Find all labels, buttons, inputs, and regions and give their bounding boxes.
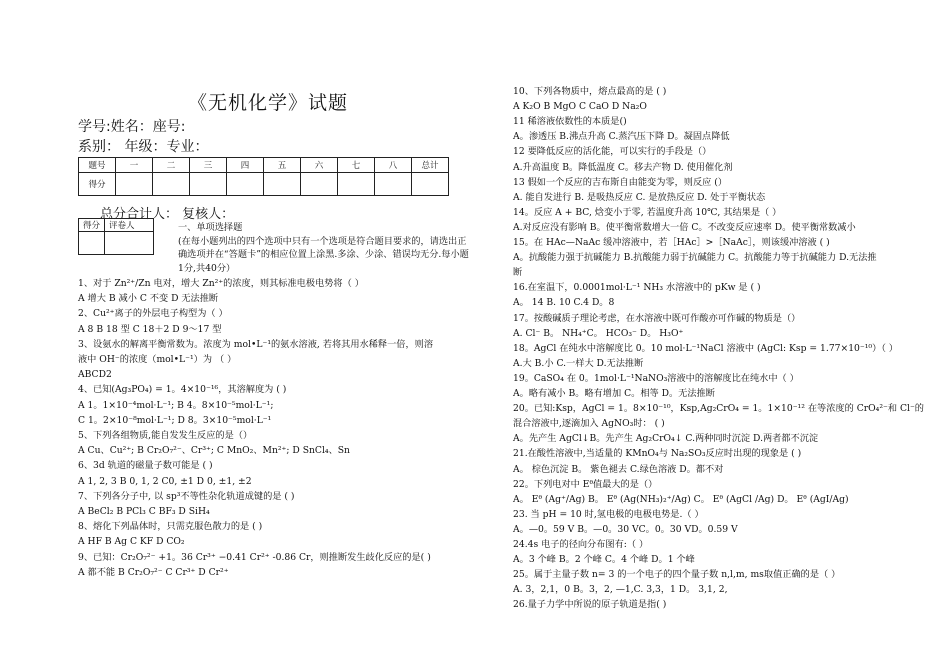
question-line: 25。属于主量子数 n= 3 的一个电子的四个量子数 n,l,m, ms取值正确的是（ ）: [513, 569, 841, 581]
question-line: A. Cl⁻ B。 NH₄⁺C。 HCO₃⁻ D。 H₃O⁺: [513, 327, 684, 339]
score-cell: [116, 173, 153, 196]
question-line: A Cu、Cu²⁺; B Cr₂O₇²⁻、Cr³⁺; C MnO₂、Mn²⁺; D SnCl₄、Sn: [78, 445, 350, 457]
question-line: 16.在室温下，0.0001mol·L⁻¹ NH₃ 水溶液中的 pKw 是 ( ): [513, 282, 761, 294]
question-line: 19。CaSO₄ 在 0。1mol·L⁻¹NaNO₃溶液中的溶解度比在纯水中（ ）: [513, 372, 799, 384]
score-cell: 四: [227, 158, 264, 173]
question-line: A 1, 2, 3 B 0, 1, 2 C0, ±1 D 0, ±1, ±2: [78, 475, 252, 487]
question-line: 17。按酸碱质子理论考虑，在水溶液中既可作酸亦可作碱的物质是（）: [513, 312, 801, 324]
score-cell: 八: [375, 158, 412, 173]
score-cell: [190, 173, 227, 196]
question-line: ABCD2: [78, 369, 112, 381]
question-line: A K₂O B MgO C CaO D Na₂O: [513, 101, 647, 113]
question-line: 26.量子力学中所说的原子轨道是指( ): [513, 599, 667, 611]
question-line: 18。AgCl 在纯水中溶解度比 0。10 mol·L⁻¹NaCl 溶液中 (AgCl: Ksp = 1.77×10⁻¹⁰）（ ）: [513, 342, 898, 354]
question-line: 6、3d 轨道的磁量子数可能是 ( ): [78, 460, 213, 472]
score-cell: 题号: [79, 158, 116, 173]
question-line: A。渗透压 B.沸点升高 C.蒸汽压下降 D。凝固点降低: [513, 131, 730, 143]
question-line: A。—0。59 V B。—0。30 VC。0。30 VD。0.59 V: [513, 523, 738, 535]
question-line: A。抗酸能力强于抗碱能力 B.抗酸能力弱于抗碱能力 C。抗酸能力等于抗碱能力 D.无法推: [513, 252, 877, 264]
question-line: 断: [513, 267, 523, 279]
question-line: 混合溶液中,逐滴加入 AgNO₃时： ( ): [513, 418, 665, 430]
score-cell: 七: [338, 158, 375, 173]
question-line: A。 Eᶿ (Ag⁺/Ag) B。 Eᶿ (Ag(NH₃)₂⁺/Ag) C。 Eᶿ (AgCl /Ag) D。 Eᶿ (AgI/Ag): [513, 493, 849, 505]
score-cell: 得分: [79, 173, 116, 196]
question-line: A.大 B.小 C.一样大 D.无法推断: [513, 357, 644, 369]
score-cell: 总计: [412, 158, 449, 173]
question-line: 7、下列各分子中, 以 sp³不等性杂化轨道成键的是 ( ): [78, 490, 295, 502]
score-cell: 二: [153, 158, 190, 173]
question-line: 11 稀溶液依数性的本质是(): [513, 116, 627, 128]
question-line: A BeCl₂ B PCl₃ C BF₃ D SiH₄: [78, 506, 210, 517]
student-info-line1: 学号:姓名：座号:: [78, 119, 186, 135]
score-cell: [227, 173, 264, 196]
question-line: A.升高温度 B。降低温度 C。移去产物 D. 使用催化剂: [513, 161, 733, 173]
question-line: 24.4s 电子的径向分布图有:（ ）: [513, 539, 649, 550]
question-line: 1、对于 Zn²⁺/Zn 电对，增大 Zn²⁺的浓度，则其标准电极电势将（ ）: [78, 278, 364, 289]
question-line: A。 棕色沉淀 B。 紫色褪去 C.绿色溶液 D。都不对: [513, 463, 724, 475]
score-cell: [301, 173, 338, 196]
question-line: 20。已知:Ksp，AgCl = 1。8×10⁻¹⁰，Ksp,Ag₂CrO₄ = 1。1×10⁻¹² 在等浓度的 CrO₄²⁻和 Cl⁻的: [513, 403, 924, 415]
grader-name-label: 评卷人: [105, 219, 154, 232]
total-signature-line: 总分合计人： 复核人：: [100, 207, 235, 222]
score-cell: 三: [190, 158, 227, 173]
grader-table: [78, 218, 154, 255]
question-line: 10、下列各物质中，熔点最高的是 ( ): [513, 86, 667, 97]
section-instructions: (在每小题列出的四个选项中只有一个选项是符合题目要求的，请选出正确选项并在“答题卡”的相应位置上涂黑.多涂、少涂、错误均无分.每小题1分,共40分）: [178, 235, 469, 274]
question-line: A. 3，2,1，0 B。3，2, —1,C. 3,3，1 D。 3,1, 2,: [513, 584, 728, 596]
student-info-line2: 系别： 年级：专业：: [78, 139, 209, 155]
question-line: A。先产生 AgCl↓B。先产生 Ag₂CrO₄↓ C.两种同时沉淀 D.两者都不沉淀: [513, 433, 819, 445]
question-line: 4、已知(Ag₃PO₄) = 1。4×10⁻¹⁶，其溶解度为 ( ): [78, 384, 287, 396]
question-line: 22。下列电对中 Eᶿ值最大的是（）: [513, 478, 658, 490]
question-line: 8、熔化下列晶体时，只需克服色散力的是 ( ): [78, 521, 263, 533]
score-cell: [153, 173, 190, 196]
question-line: A。略有减小 B。略有增加 C。相等 D。无法推断: [513, 388, 715, 399]
question-line: 21.在酸性溶液中,当适量的 KMnO₄与 Na₂SO₃反应时出现的现象是 ( ): [513, 448, 802, 460]
score-cell: [412, 173, 449, 196]
page-title: 《无机化学》试题: [188, 92, 349, 114]
question-line: A 都不能 B Cr₂O₇²⁻ C Cr³⁺ D Cr²⁺: [78, 566, 229, 578]
score-cell: [338, 173, 375, 196]
question-line: C 1。2×10⁻⁸mol·L⁻¹; D 8。3×10⁻⁵mol·L⁻¹: [78, 414, 272, 426]
score-cell: [375, 173, 412, 196]
section-one: [178, 221, 473, 275]
question-line: 9、已知：Cr₂O₇²⁻ +1。36 Cr³⁺ −0.41 Cr²⁺ -0.86 Cr，则推断发生歧化反应的是( ): [78, 551, 431, 563]
question-line: 13 假如一个反应的吉布斯自由能变为零，则反应 (）: [513, 176, 728, 188]
question-line: 15。在 HAc—NaAc 缓冲溶液中，若［HAc］>［NaAc］，则该缓冲溶液 ( ): [513, 237, 830, 248]
question-line: A 增大 B 减小 C 不变 D 无法推断: [78, 293, 219, 305]
question-line: A 1。1×10⁻⁴mol·L⁻¹; B 4。8×10⁻⁵mol·L⁻¹;: [78, 399, 274, 411]
score-cell: [264, 173, 301, 196]
question-line: A. 能自发进行 B. 是吸热反应 C. 是放热反应 D. 处于平衡状态: [513, 191, 766, 203]
question-line: A。3 个峰 B。2 个峰 C。4 个峰 D。1 个峰: [513, 554, 695, 566]
question-line: A HF B Ag C KF D CO₂: [78, 536, 185, 548]
question-line: A.对反应没有影响 B。使平衡常数增大一倍 C。不改变反应速率 D。使平衡常数减小: [513, 221, 856, 233]
score-cell: 一: [116, 158, 153, 173]
question-line: 3、设氨水的解离平衡常数为。浓度为 mol•L⁻¹的氨水溶液, 若将其用水稀释一倍，则溶: [78, 338, 434, 350]
score-table: [78, 157, 449, 196]
question-line: 23. 当 pH = 10 时,氢电极的电极电势是.（ ）: [513, 508, 704, 520]
question-line: 2、Cu²⁺离子的外层电子构型为（ ）: [78, 308, 228, 320]
score-cell: 六: [301, 158, 338, 173]
question-line: 14。反应 A + BC, 焓变小于零, 若温度升高 10℃, 其结果是（ ）: [513, 206, 782, 218]
section-heading: 一、单项选择题: [178, 222, 243, 233]
question-line: A 8 B 18 型 C 18＋2 D 9～17 型: [78, 323, 222, 335]
score-cell: 五: [264, 158, 301, 173]
question-line: A。 14 B. 10 C.4 D。8: [513, 297, 615, 309]
grader-score-label: 得分: [79, 219, 105, 232]
question-line: 液中 OH⁻的浓度（mol•L⁻¹）为 （ ）: [78, 354, 237, 365]
question-line: 12 要降低反应的活化能，可以实行的手段是（）: [513, 146, 712, 158]
question-line: 5、下列各组物质,能自发发生反应的是（）: [78, 430, 253, 441]
